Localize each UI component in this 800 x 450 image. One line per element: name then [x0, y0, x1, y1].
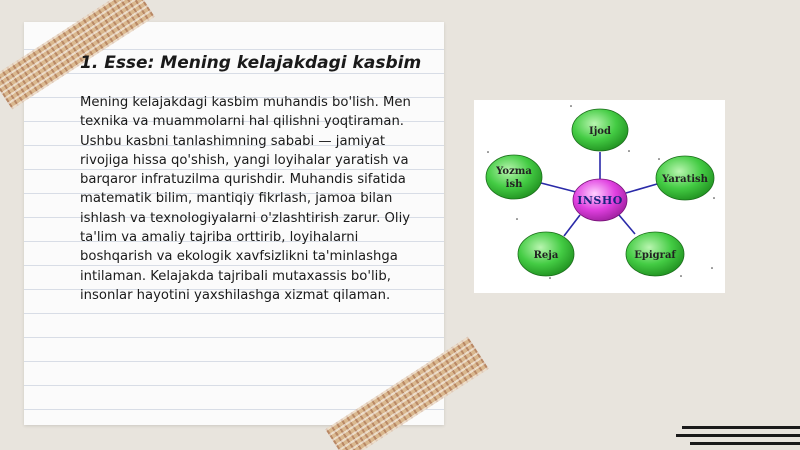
decorative-line-3	[690, 442, 800, 445]
decorative-line-1	[682, 426, 800, 429]
node-yozma-ish	[486, 155, 542, 199]
connector-reja	[564, 215, 580, 236]
center-node-label: INSHO	[577, 194, 623, 207]
node-reja	[518, 232, 574, 276]
node-ijod	[572, 109, 628, 151]
connector-yaratish	[626, 184, 657, 193]
node-yaratish-label: Yaratish	[662, 174, 708, 185]
node-epigraf	[626, 232, 684, 276]
node-reja-label: Reja	[533, 250, 559, 261]
node-yozma-label-line1: Yozma	[496, 166, 532, 177]
connector-epigraf	[619, 215, 635, 234]
node-yozma-label-line2: ish	[505, 179, 523, 190]
node-epigraf-label: Epigraf	[634, 250, 676, 261]
decorative-line-2	[676, 434, 800, 437]
essay-body: Mening kelajakdagi kasbim muhandis bo'lish. Men texnika va muammolarni hal qilishni yoqtiraman. Ushbu kasbni tanlashimning sababi — jamiyat rivojiga hissa qo'shish, yangi loyihalar yaratish va barqaror infratuzilma qurishdir. Muhandis sifatida matematik bilim, mantiqiy fikrlash, jamoa bilan ishlash va texnologiyalarni o'zlashtirish zarur. Oliy ta'lim va amaliy tajriba orttirib, loyihalarni boshqarish va ekologik xavfsizlikni ta'minlashga intilaman. Kelajakda tajribali mutaxassis bo'lib, insonlar hayotini yaxshilashga xizmat qilaman.	[80, 95, 411, 303]
mind-map-diagram	[474, 100, 725, 293]
connector-yozma	[541, 183, 576, 192]
decorative-lines	[672, 420, 800, 450]
essay-title: 1. Esse: Mening kelajakdagi kasbim	[80, 53, 422, 73]
mind-map-svg	[474, 100, 725, 293]
center-node	[573, 179, 627, 221]
node-ijod-label: Ijod	[589, 126, 611, 137]
node-yaratish	[656, 156, 714, 200]
